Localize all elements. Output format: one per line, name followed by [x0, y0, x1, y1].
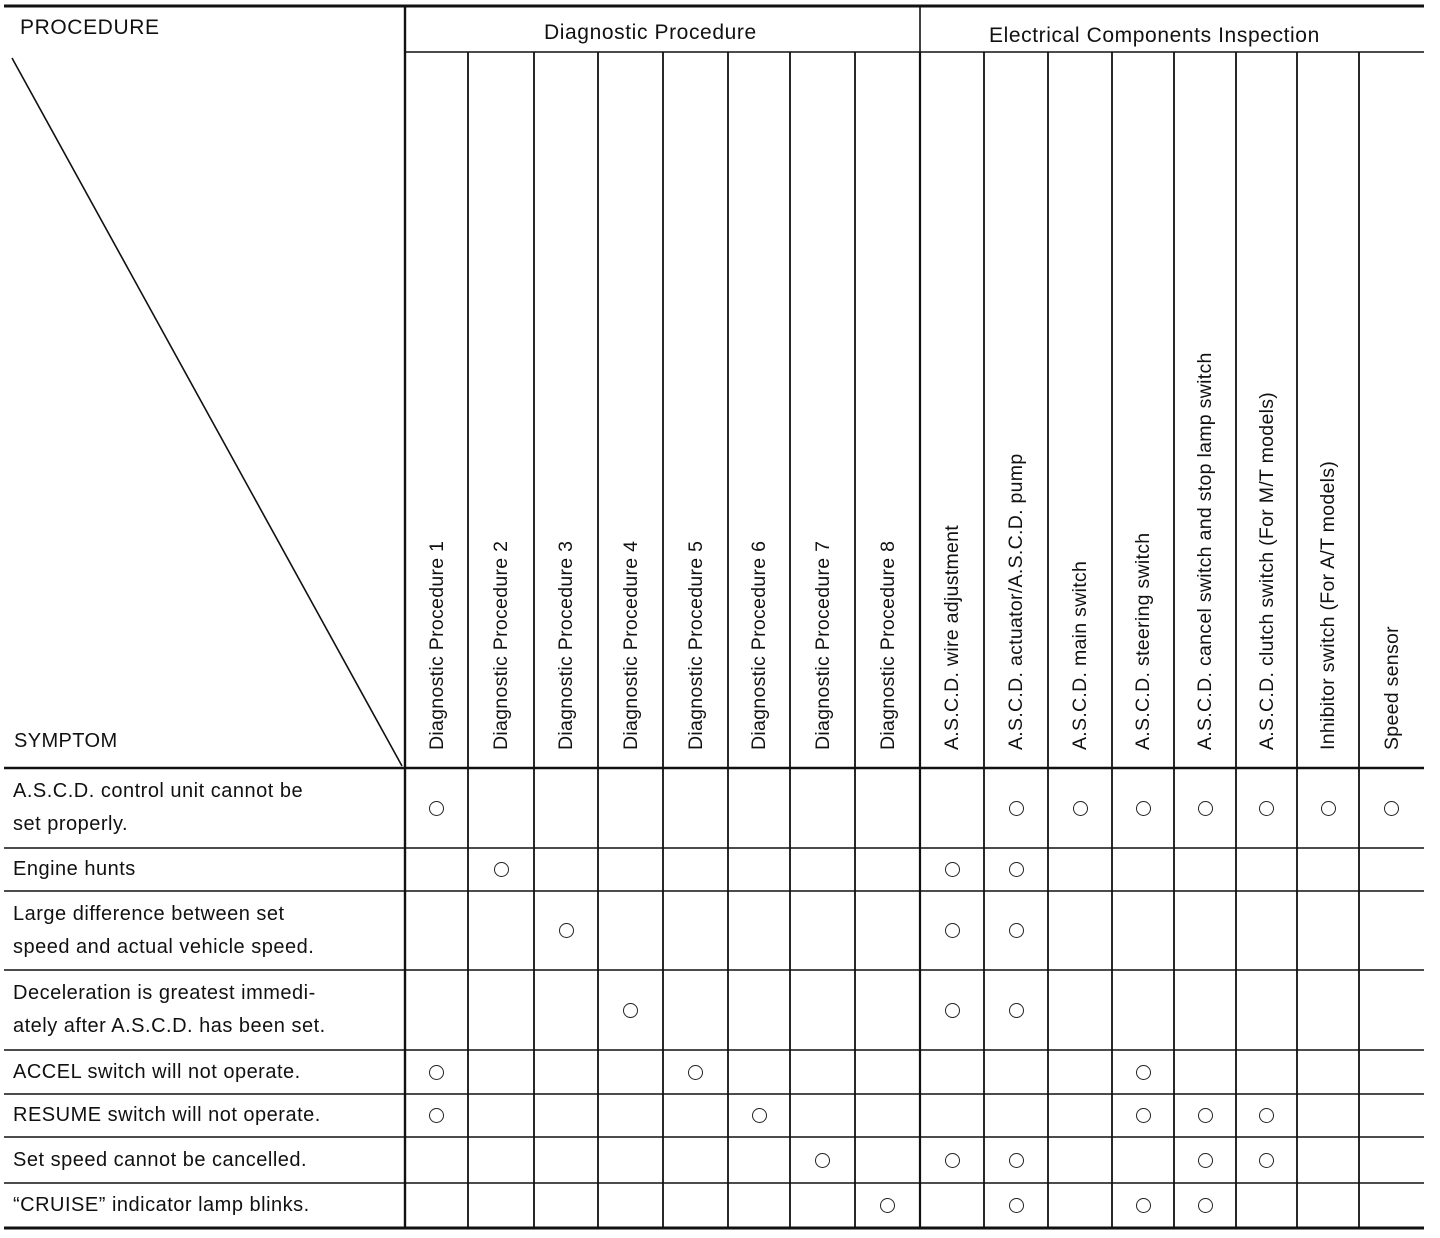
circle-mark — [429, 801, 444, 816]
column-header-9: A.S.C.D. wire adjustment — [941, 524, 963, 750]
column-header-8: Diagnostic Procedure 8 — [876, 540, 899, 750]
symptom-text: Deceleration is greatest immedi- — [13, 982, 316, 1004]
column-header-13: A.S.C.D. cancel switch and stop lamp switch — [1194, 352, 1216, 750]
column-header-11: A.S.C.D. main switch — [1069, 560, 1091, 750]
column-header-6: Diagnostic Procedure 6 — [748, 540, 770, 750]
symptom-text: A.S.C.D. control unit cannot be — [13, 780, 304, 802]
symptom-text: Engine hunts — [13, 858, 136, 880]
circle-mark — [429, 1065, 444, 1080]
symptom-row-1 — [13, 775, 303, 841]
column-header-3: Diagnostic Procedure 3 — [555, 540, 577, 750]
circle-mark — [1259, 1153, 1274, 1168]
column-header-4: Diagnostic Procedure 4 — [619, 540, 642, 750]
circle-mark — [1073, 801, 1088, 816]
symptom-text: speed and actual vehicle speed. — [13, 935, 315, 958]
circle-mark — [1136, 1198, 1151, 1213]
group-header-diagnostic: Diagnostic Procedure — [544, 21, 757, 44]
column-header-5: Diagnostic Procedure 5 — [684, 540, 707, 750]
circle-mark — [1198, 1153, 1213, 1168]
symptom-text: “CRUISE” indicator lamp blinks. — [13, 1194, 310, 1216]
circle-mark — [1136, 1065, 1151, 1080]
circle-mark — [752, 1108, 767, 1123]
corner-procedure-label: PROCEDURE — [20, 16, 160, 39]
circle-mark — [688, 1065, 703, 1080]
circle-mark — [1321, 801, 1336, 816]
circle-mark — [1259, 801, 1274, 816]
symptom-row-8 — [13, 1189, 310, 1222]
circle-mark — [815, 1153, 830, 1168]
circle-mark — [559, 923, 574, 938]
symptom-text: ately after A.S.C.D. has been set. — [13, 1015, 326, 1037]
column-header-15: Inhibitor switch (For A/T models) — [1317, 460, 1339, 750]
circle-mark — [1136, 801, 1151, 816]
circle-mark — [945, 1003, 960, 1018]
group-header-electrical: Electrical Components Inspection — [989, 24, 1320, 47]
symptom-row-5 — [13, 1056, 301, 1089]
symptom-row-6 — [13, 1099, 321, 1132]
symptom-text: set properly. — [13, 813, 129, 835]
symptom-row-4 — [13, 977, 326, 1043]
circle-mark — [945, 1153, 960, 1168]
column-header-10: A.S.C.D. actuator/A.S.C.D. pump — [1005, 453, 1027, 750]
circle-mark — [1009, 1198, 1024, 1213]
symptom-row-3 — [13, 898, 314, 964]
circle-mark — [945, 862, 960, 877]
symptom-row-7 — [13, 1144, 307, 1177]
symptom-text: ACCEL switch will not operate. — [13, 1060, 301, 1083]
corner-symptom-label: SYMPTOM — [14, 730, 118, 752]
circle-mark — [945, 923, 960, 938]
corner-diagonal — [12, 58, 402, 766]
symptom-text: Set speed cannot be cancelled. — [13, 1148, 308, 1171]
column-header-14: A.S.C.D. clutch switch (For M/T models) — [1255, 391, 1278, 750]
column-header-2: Diagnostic Procedure 2 — [490, 540, 512, 750]
circle-mark — [1259, 1108, 1274, 1123]
symptom-text: RESUME switch will not operate. — [13, 1104, 321, 1126]
circle-mark — [1198, 801, 1213, 816]
circle-mark — [1198, 1108, 1213, 1123]
circle-mark — [1136, 1108, 1151, 1123]
column-header-16: Speed sensor — [1380, 626, 1403, 750]
circle-mark — [429, 1108, 444, 1123]
column-header-7: Diagnostic Procedure 7 — [811, 540, 834, 750]
circle-mark — [1009, 801, 1024, 816]
circle-mark — [1009, 923, 1024, 938]
circle-mark — [1009, 862, 1024, 877]
column-header-1: Diagnostic Procedure 1 — [425, 540, 448, 750]
symptom-row-2 — [13, 853, 136, 886]
circle-mark — [623, 1003, 638, 1018]
circle-mark — [1009, 1153, 1024, 1168]
circle-mark — [880, 1198, 895, 1213]
circle-mark — [1384, 801, 1399, 816]
circle-mark — [1009, 1003, 1024, 1018]
circle-mark — [494, 862, 509, 877]
column-header-12: A.S.C.D. steering switch — [1132, 532, 1154, 750]
symptom-text: Large difference between set — [13, 902, 285, 925]
circle-mark — [1198, 1198, 1213, 1213]
